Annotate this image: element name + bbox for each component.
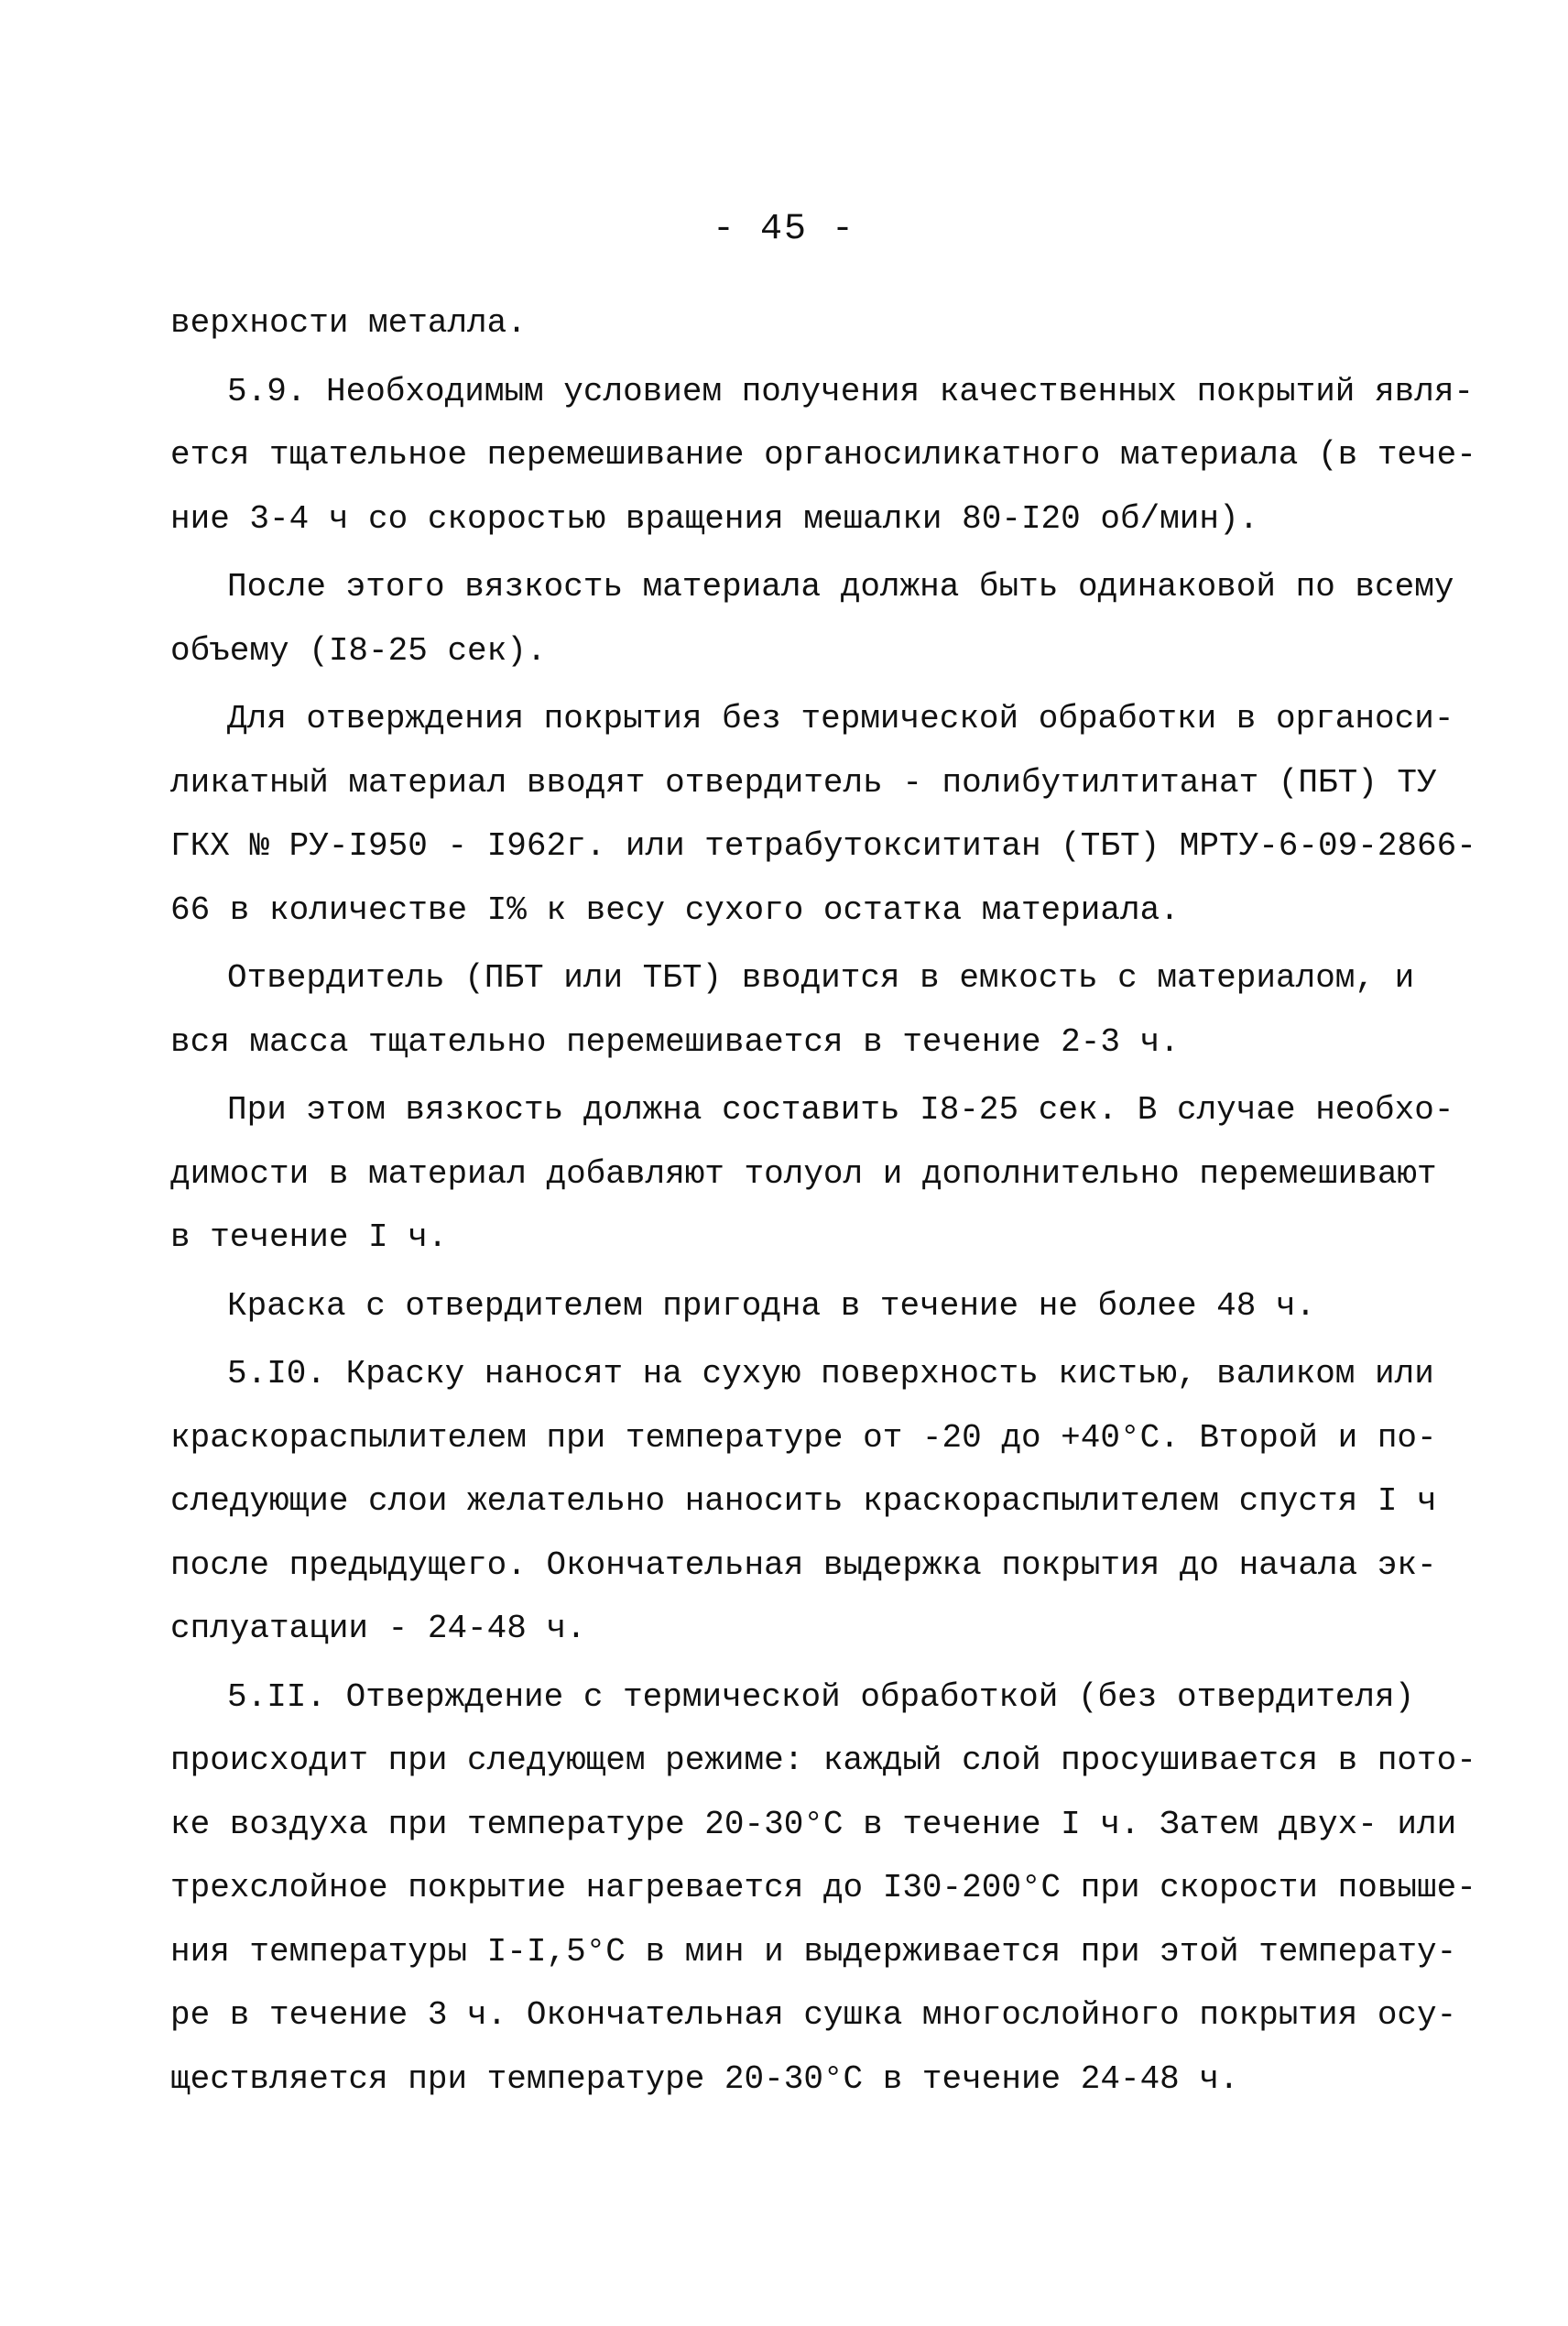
text-line: в течение I ч. [170,1218,448,1256]
text-line: димости в материал добавляют толуол и дополнительно перемешивают [170,1154,1437,1193]
document-body [170,291,1476,2115]
text-line: верхности металла. [170,304,527,342]
text-line: 5.II. Отверждение с термической обработкой (без отвердителя) [227,1677,1415,1716]
text-line: следующие слои желательно наносить краскораспылителем спустя I ч [170,1482,1437,1520]
text-line: после предыдущего. Окончательная выдержка покрытия до начала эк- [170,1545,1437,1584]
paragraph [170,1274,1434,1338]
page-number: - 45 - [712,209,856,250]
paragraph [170,1342,1437,1661]
text-line: ния температуры I-I,5°С в мин и выдерживается при этой температу- [170,1932,1457,1971]
text-line: При этом вязкость должна составить I8-25 сек. В случае необхо- [227,1091,1454,1129]
paragraph [170,1078,1454,1270]
text-line: ликатный материал вводят отвердитель - полибутилтитанат (ПБТ) ТУ [170,763,1437,802]
text-line: краскораспылителем при температуре от -20 до +40°С. Второй и по- [170,1418,1437,1457]
text-line: ществляется при температуре 20-30°С в течение 24-48 ч. [170,2059,1239,2098]
text-line: ется тщательное перемешивание органосиликатного материала (в тече- [170,436,1476,474]
text-line: 66 в количестве I% к весу сухого остатка материала. [170,890,1180,929]
text-line: Краска с отвердителем пригодна в течение не более 48 ч. [227,1286,1316,1325]
paragraph [170,687,1476,942]
text-line: вся масса тщательно перемешивается в течение 2-3 ч. [170,1022,1180,1061]
paragraph [170,360,1476,551]
text-line: ние 3-4 ч со скоростью вращения мешалки 80-I20 об/мин). [170,499,1259,538]
text-line: Для отверждения покрытия без термической обработки в органоси- [227,700,1454,737]
text-line: 5.9. Необходимым условием получения качественных покрытий явля- [227,372,1475,410]
text-line: сплуатации - 24-48 ч. [170,1610,586,1647]
text-line: ГКХ № РУ-I950 - I962г. или тетрабутоксититан (ТБТ) МРТУ-6-09-2866- [170,827,1476,865]
paragraph [170,1665,1476,2112]
paragraph [170,946,1434,1074]
text-line: 5.I0. Краску наносят на сухую поверхность кистью, валиком или [227,1355,1434,1392]
text-line: После этого вязкость материала должна быть одинаковой по всему [227,568,1454,606]
text-line: Отвердитель (ПБТ или ТБТ) вводится в емкость с материалом, и [227,959,1415,997]
text-line: объему (I8-25 сек). [170,631,547,670]
text-line: ре в течение 3 ч. Окончательная сушка многослойного покрытия осу- [170,1996,1457,2034]
text-line: происходит при следующем режиме: каждый слой просушивается в пото- [170,1742,1476,1779]
text-line: ке воздуха при температуре 20-30°С в течение I ч. Затем двух- или [170,1805,1457,1843]
paragraph [170,291,1434,355]
text-line: трехслойное покрытие нагревается до I30-200°С при скорости повыше- [170,1869,1476,1906]
paragraph [170,555,1454,683]
